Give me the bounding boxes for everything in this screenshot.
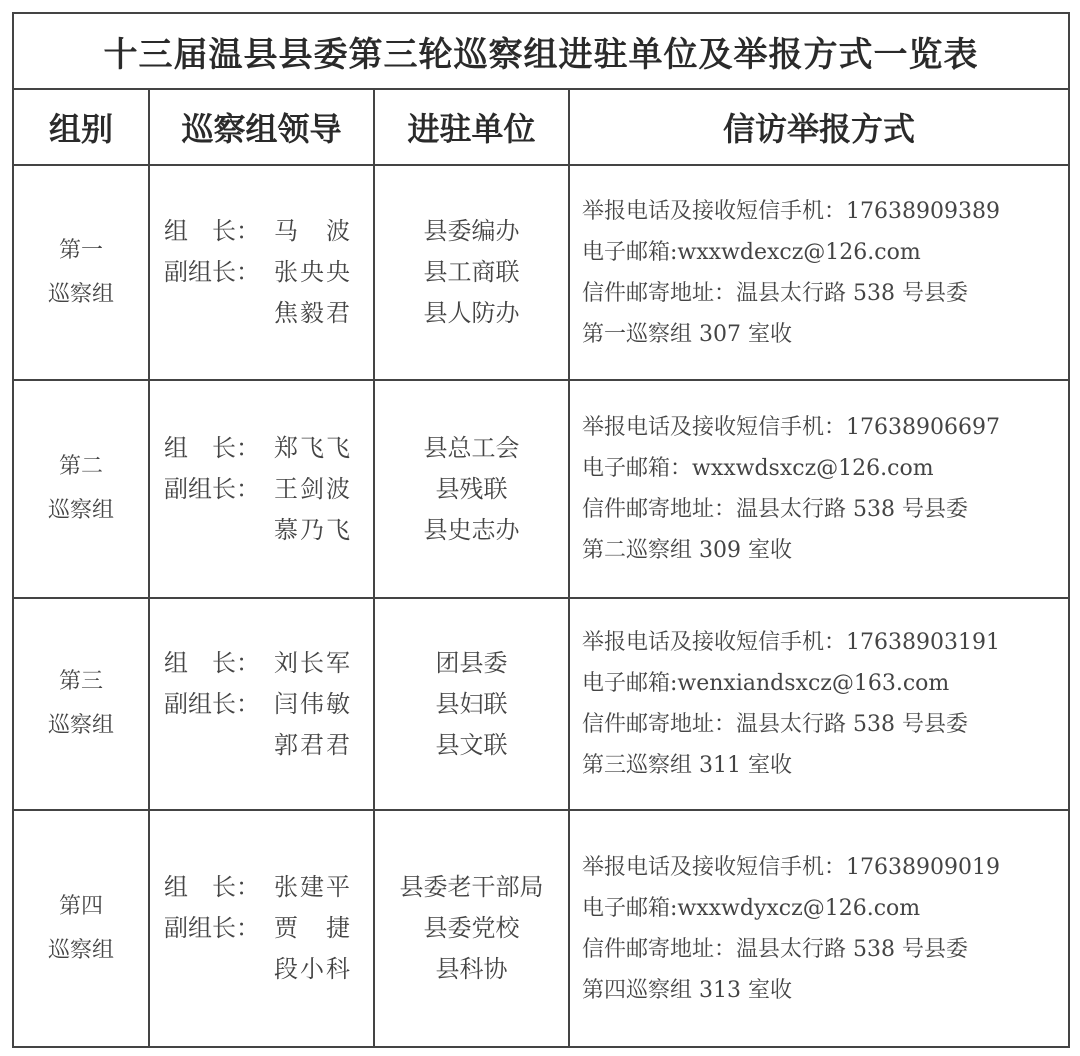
units-cell [374, 165, 569, 380]
group-cell [14, 165, 149, 380]
leader-name: 马 波 [274, 217, 352, 245]
phone-line: 举报电话及接收短信手机：17638906697 [582, 415, 1000, 440]
deputy-name: 段小科 [274, 955, 352, 983]
unit-item: 县工商联 [423, 258, 520, 286]
header-group: 组别 [14, 90, 149, 165]
unit-item: 县委编办 [423, 217, 520, 245]
table-row [14, 810, 1068, 1046]
deputy-line [150, 293, 373, 334]
deputy-name: 贾 捷 [274, 914, 352, 942]
units-cell [374, 380, 569, 598]
leader-name: 刘长军 [274, 648, 352, 677]
contact-cell [569, 598, 1068, 810]
group-label-line1: 第一 [58, 237, 103, 263]
unit-item: 县人防办 [423, 299, 520, 327]
deputy-name: 慕乃飞 [274, 515, 352, 544]
group-cell [14, 380, 149, 598]
address-line: 第二巡察组 309 室收 [582, 538, 792, 563]
phone-line: 举报电话及接收短信手机：17638909389 [582, 198, 1000, 224]
phone-line: 举报电话及接收短信手机：17638909019 [582, 854, 1000, 880]
leader-name: 郑飞飞 [274, 433, 352, 462]
leaders-cell [149, 598, 374, 810]
table-row [14, 165, 1068, 380]
deputy-line [150, 949, 373, 990]
unit-item: 县史志办 [423, 515, 520, 544]
deputy-name: 郭君君 [274, 730, 352, 759]
leader-line [150, 428, 373, 469]
group-label-line1: 第二 [58, 454, 103, 479]
header-leaders: 巡察组领导 [149, 90, 374, 165]
deputy-role: 副组长： [164, 914, 260, 942]
deputy-name: 焦毅君 [274, 299, 352, 327]
deputy-line [150, 469, 373, 510]
deputy-name: 王剑波 [274, 474, 352, 503]
table-title-row [14, 14, 1068, 90]
address-line: 信件邮寄地址：温县太行路 538 号县委 [582, 280, 968, 306]
deputy-role: 副组长： [164, 258, 260, 286]
group-label-line1: 第三 [58, 669, 103, 694]
group-cell [14, 810, 149, 1046]
unit-item: 县委老干部局 [399, 873, 544, 901]
inspection-table-sheet [12, 12, 1070, 1048]
email-line: 电子邮箱:wenxiandsxcz@163.com [582, 671, 950, 696]
group-label-line2: 巡察组 [47, 281, 114, 307]
unit-item: 县妇联 [435, 689, 508, 718]
contact-cell [569, 380, 1068, 598]
contact-cell [569, 810, 1068, 1046]
table-title: 十三届温县县委第三轮巡察组进驻单位及举报方式一览表 [103, 34, 979, 75]
table-row [14, 380, 1068, 598]
header-units: 进驻单位 [374, 90, 569, 165]
table-row [14, 598, 1068, 810]
inspection-table [14, 90, 1068, 1046]
email-line: 电子邮箱:wxxwdexcz@126.com [582, 239, 921, 265]
deputy-line [150, 510, 373, 551]
email-line: 电子邮箱:wxxwdyxcz@126.com [582, 895, 921, 921]
leader-line [150, 867, 373, 908]
units-cell [374, 598, 569, 810]
contact-cell [569, 165, 1068, 380]
unit-item: 县委党校 [423, 914, 520, 942]
deputy-line [150, 684, 373, 725]
header-contact: 信访举报方式 [569, 90, 1068, 165]
unit-item: 县残联 [435, 474, 508, 503]
deputy-role: 副组长： [164, 689, 260, 718]
leader-name: 张建平 [274, 873, 352, 901]
deputy-line [150, 252, 373, 293]
deputy-name: 张央央 [274, 258, 352, 286]
leaders-cell [149, 810, 374, 1046]
header-row [14, 90, 1068, 165]
deputy-line [150, 908, 373, 949]
leader-role: 组 长： [164, 873, 260, 901]
address-line: 第一巡察组 307 室收 [582, 321, 792, 347]
units-cell [374, 810, 569, 1046]
deputy-name: 闫伟敏 [274, 689, 352, 718]
phone-line: 举报电话及接收短信手机：17638903191 [582, 630, 1000, 655]
leader-role: 组 长： [164, 433, 260, 462]
group-label-line2: 巡察组 [47, 937, 114, 963]
group-label-line2: 巡察组 [47, 713, 114, 738]
address-line: 信件邮寄地址：温县太行路 538 号县委 [582, 497, 968, 522]
group-cell [14, 598, 149, 810]
address-line: 信件邮寄地址：温县太行路 538 号县委 [582, 712, 968, 737]
email-line: 电子邮箱：wxxwdsxcz@126.com [582, 456, 934, 481]
unit-item: 县文联 [435, 730, 508, 759]
deputy-role: 副组长： [164, 474, 260, 503]
leaders-cell [149, 165, 374, 380]
address-line: 信件邮寄地址：温县太行路 538 号县委 [582, 936, 968, 962]
address-line: 第三巡察组 311 室收 [582, 753, 792, 778]
deputy-line [150, 725, 373, 766]
leader-line [150, 211, 373, 252]
group-label-line1: 第四 [58, 893, 103, 919]
group-label-line2: 巡察组 [47, 498, 114, 523]
address-line: 第四巡察组 313 室收 [582, 977, 792, 1003]
unit-item: 团县委 [435, 648, 508, 677]
leader-line [150, 643, 373, 684]
leader-role: 组 长： [164, 217, 260, 245]
leaders-cell [149, 380, 374, 598]
leader-role: 组 长： [164, 648, 260, 677]
unit-item: 县总工会 [423, 433, 520, 462]
unit-item: 县科协 [435, 955, 508, 983]
